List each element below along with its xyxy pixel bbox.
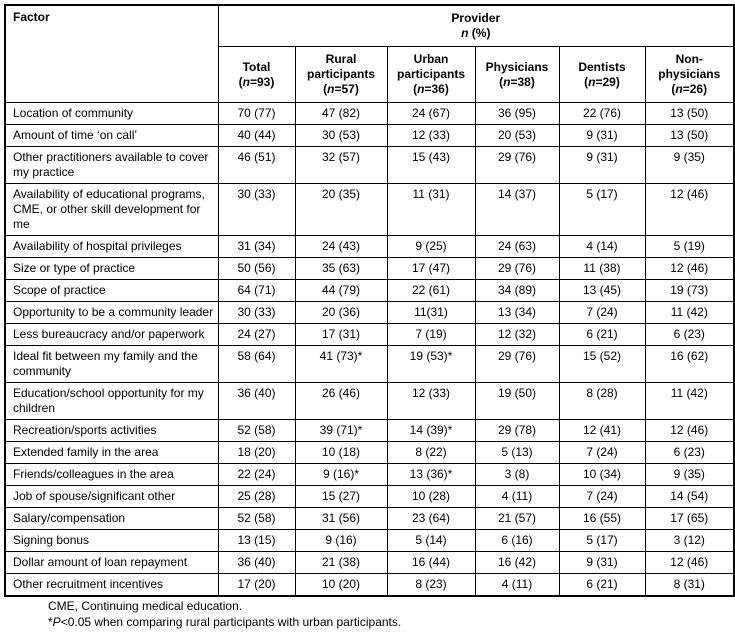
value-cell: 18 (20)	[218, 442, 295, 464]
value-cell: 6 (23)	[645, 442, 734, 464]
column-n: (n=38)	[499, 74, 535, 89]
value-cell: 50 (56)	[218, 258, 295, 280]
table-row	[5, 280, 734, 302]
factor-cell: Location of community	[5, 103, 218, 125]
value-cell: 13 (15)	[218, 530, 295, 552]
value-cell: 9 (31)	[559, 125, 645, 147]
value-cell: 30 (33)	[218, 184, 295, 236]
column-header-urban-participants	[387, 47, 475, 103]
column-n: (n=36)	[413, 82, 449, 96]
value-cell: 19 (73)	[645, 280, 734, 302]
table-row	[5, 486, 734, 508]
value-cell: 16 (55)	[559, 508, 645, 530]
value-cell: 7 (19)	[387, 324, 475, 346]
value-cell: 12 (46)	[645, 420, 734, 442]
value-cell: 17 (47)	[387, 258, 475, 280]
value-cell: 5 (19)	[645, 236, 734, 258]
column-header-total	[218, 47, 295, 103]
table-body	[5, 103, 734, 597]
value-cell: 9 (35)	[645, 147, 734, 184]
value-cell: 5 (17)	[559, 184, 645, 236]
value-cell: 21 (57)	[475, 508, 559, 530]
value-cell: 44 (79)	[295, 280, 387, 302]
value-cell: 9 (16)	[295, 530, 387, 552]
table-row	[5, 236, 734, 258]
value-cell: 8 (23)	[387, 574, 475, 597]
column-header-non-physicians	[645, 47, 734, 103]
column-n: (n=29)	[584, 74, 620, 89]
value-cell: 5 (13)	[475, 442, 559, 464]
table-row	[5, 184, 734, 236]
value-cell: 46 (51)	[218, 147, 295, 184]
value-cell: 52 (58)	[218, 420, 295, 442]
factor-cell: Amount of time ‘on call’	[5, 125, 218, 147]
table-row	[5, 552, 734, 574]
table-row	[5, 442, 734, 464]
value-cell: 13 (50)	[645, 103, 734, 125]
value-cell: 26 (46)	[295, 383, 387, 420]
column-label: Dentists	[578, 59, 626, 74]
value-cell: 29 (76)	[475, 147, 559, 184]
value-cell: 3 (12)	[645, 530, 734, 552]
value-cell: 35 (63)	[295, 258, 387, 280]
column-label: Rural participants	[306, 52, 375, 81]
value-cell: 39 (71)*	[295, 420, 387, 442]
value-cell: 24 (43)	[295, 236, 387, 258]
value-cell: 10 (20)	[295, 574, 387, 597]
value-cell: 29 (78)	[475, 420, 559, 442]
value-cell: 30 (33)	[218, 302, 295, 324]
value-cell: 9 (25)	[387, 236, 475, 258]
value-cell: 11(31)	[387, 302, 475, 324]
factor-cell: Extended family in the area	[5, 442, 218, 464]
factor-cell: Education/school opportunity for my children	[5, 383, 218, 420]
value-cell: 15 (43)	[387, 147, 475, 184]
value-cell: 16 (42)	[475, 552, 559, 574]
value-cell: 8 (31)	[645, 574, 734, 597]
value-cell: 5 (17)	[559, 530, 645, 552]
value-cell: 36 (40)	[218, 552, 295, 574]
table-row	[5, 103, 734, 125]
value-cell: 30 (53)	[295, 125, 387, 147]
factor-cell: Other practitioners available to cover my practice	[5, 147, 218, 184]
value-cell: 52 (58)	[218, 508, 295, 530]
table-row	[5, 346, 734, 383]
value-cell: 6 (16)	[475, 530, 559, 552]
value-cell: 17 (65)	[645, 508, 734, 530]
factor-cell: Friends/colleagues in the area	[5, 464, 218, 486]
value-cell: 8 (28)	[559, 383, 645, 420]
provider-group-header	[218, 5, 734, 47]
column-n: (n=57)	[323, 82, 359, 96]
footnotes	[48, 599, 733, 630]
column-header-physicians	[475, 47, 559, 103]
factor-cell: Less bureaucracy and/or paperwork	[5, 324, 218, 346]
factor-cell: Availability of hospital privileges	[5, 236, 218, 258]
column-header-dentists	[559, 47, 645, 103]
column-label: Physicians	[485, 59, 549, 74]
value-cell: 32 (57)	[295, 147, 387, 184]
table-row	[5, 302, 734, 324]
value-cell: 14 (54)	[645, 486, 734, 508]
value-cell: 64 (71)	[218, 280, 295, 302]
value-cell: 12 (41)	[559, 420, 645, 442]
value-cell: 13 (50)	[645, 125, 734, 147]
table-row	[5, 464, 734, 486]
value-cell: 47 (82)	[295, 103, 387, 125]
value-cell: 10 (28)	[387, 486, 475, 508]
table-row	[5, 147, 734, 184]
factor-cell: Ideal fit between my family and the community	[5, 346, 218, 383]
value-cell: 7 (24)	[559, 302, 645, 324]
value-cell: 3 (8)	[475, 464, 559, 486]
value-cell: 29 (76)	[475, 346, 559, 383]
value-cell: 11 (31)	[387, 184, 475, 236]
value-cell: 9 (31)	[559, 552, 645, 574]
value-cell: 24 (63)	[475, 236, 559, 258]
value-cell: 17 (20)	[218, 574, 295, 597]
value-cell: 29 (76)	[475, 258, 559, 280]
value-cell: 10 (18)	[295, 442, 387, 464]
value-cell: 4 (11)	[475, 574, 559, 597]
value-cell: 19 (50)	[475, 383, 559, 420]
factor-cell: Recreation/sports activities	[5, 420, 218, 442]
value-cell: 22 (76)	[559, 103, 645, 125]
value-cell: 23 (64)	[387, 508, 475, 530]
value-cell: 9 (16)*	[295, 464, 387, 486]
table-row	[5, 530, 734, 552]
table-row	[5, 574, 734, 597]
column-n: (n=93)	[238, 74, 275, 89]
value-cell: 12 (32)	[475, 324, 559, 346]
value-cell: 24 (27)	[218, 324, 295, 346]
value-cell: 58 (64)	[218, 346, 295, 383]
value-cell: 14 (37)	[475, 184, 559, 236]
value-cell: 22 (24)	[218, 464, 295, 486]
factor-cell: Other recruitment incentives	[5, 574, 218, 597]
value-cell: 24 (67)	[387, 103, 475, 125]
column-label: Non-physicians	[658, 52, 721, 81]
value-cell: 5 (14)	[387, 530, 475, 552]
provider-n-pct: n (%)	[461, 26, 491, 40]
factor-cell: Job of spouse/significant other	[5, 486, 218, 508]
value-cell: 9 (35)	[645, 464, 734, 486]
value-cell: 40 (44)	[218, 125, 295, 147]
value-cell: 13 (45)	[559, 280, 645, 302]
factor-cell: Availability of educational programs, CME, or other skill development for me	[5, 184, 218, 236]
table-header	[5, 5, 734, 103]
value-cell: 14 (39)*	[387, 420, 475, 442]
value-cell: 25 (28)	[218, 486, 295, 508]
provider-title: Provider	[451, 11, 501, 25]
value-cell: 13 (34)	[475, 302, 559, 324]
value-cell: 7 (24)	[559, 486, 645, 508]
value-cell: 13 (36)*	[387, 464, 475, 486]
value-cell: 31 (56)	[295, 508, 387, 530]
table-row	[5, 420, 734, 442]
value-cell: 9 (31)	[559, 147, 645, 184]
factor-cell: Salary/compensation	[5, 508, 218, 530]
column-header-rural-participants	[295, 47, 387, 103]
value-cell: 16 (44)	[387, 552, 475, 574]
value-cell: 11 (42)	[645, 383, 734, 420]
value-cell: 11 (42)	[645, 302, 734, 324]
table-row	[5, 508, 734, 530]
value-cell: 12 (46)	[645, 184, 734, 236]
value-cell: 12 (46)	[645, 552, 734, 574]
value-cell: 20 (53)	[475, 125, 559, 147]
factor-cell: Scope of practice	[5, 280, 218, 302]
value-cell: 20 (35)	[295, 184, 387, 236]
table-row	[5, 258, 734, 280]
value-cell: 21 (38)	[295, 552, 387, 574]
factor-cell: Dollar amount of loan repayment	[5, 552, 218, 574]
factor-cell: Opportunity to be a community leader	[5, 302, 218, 324]
footnote-cme: CME, Continuing medical education.	[48, 599, 243, 613]
value-cell: 19 (53)*	[387, 346, 475, 383]
column-n: (n=26)	[671, 82, 708, 96]
table-row	[5, 125, 734, 147]
value-cell: 16 (62)	[645, 346, 734, 383]
value-cell: 20 (36)	[295, 302, 387, 324]
table-row	[5, 324, 734, 346]
value-cell: 11 (38)	[559, 258, 645, 280]
factor-cell: Size or type of practice	[5, 258, 218, 280]
factor-column-header: Factor	[5, 5, 218, 103]
value-cell: 6 (23)	[645, 324, 734, 346]
value-cell: 7 (24)	[559, 442, 645, 464]
column-label: Total	[242, 59, 271, 74]
column-label: Urban participants	[396, 52, 465, 81]
factor-table	[4, 4, 735, 597]
value-cell: 17 (31)	[295, 324, 387, 346]
footnote-significance: *P<0.05 when comparing rural participants with urban participants.	[48, 614, 402, 629]
value-cell: 70 (77)	[218, 103, 295, 125]
value-cell: 12 (46)	[645, 258, 734, 280]
value-cell: 4 (11)	[475, 486, 559, 508]
header-row-provider	[5, 5, 734, 47]
value-cell: 36 (40)	[218, 383, 295, 420]
value-cell: 12 (33)	[387, 383, 475, 420]
value-cell: 6 (21)	[559, 324, 645, 346]
factor-cell: Signing bonus	[5, 530, 218, 552]
value-cell: 6 (21)	[559, 574, 645, 597]
value-cell: 34 (89)	[475, 280, 559, 302]
value-cell: 8 (22)	[387, 442, 475, 464]
value-cell: 10 (34)	[559, 464, 645, 486]
value-cell: 12 (33)	[387, 125, 475, 147]
value-cell: 31 (34)	[218, 236, 295, 258]
value-cell: 41 (73)*	[295, 346, 387, 383]
value-cell: 4 (14)	[559, 236, 645, 258]
value-cell: 15 (27)	[295, 486, 387, 508]
table-row	[5, 383, 734, 420]
value-cell: 22 (61)	[387, 280, 475, 302]
value-cell: 36 (95)	[475, 103, 559, 125]
value-cell: 15 (52)	[559, 346, 645, 383]
